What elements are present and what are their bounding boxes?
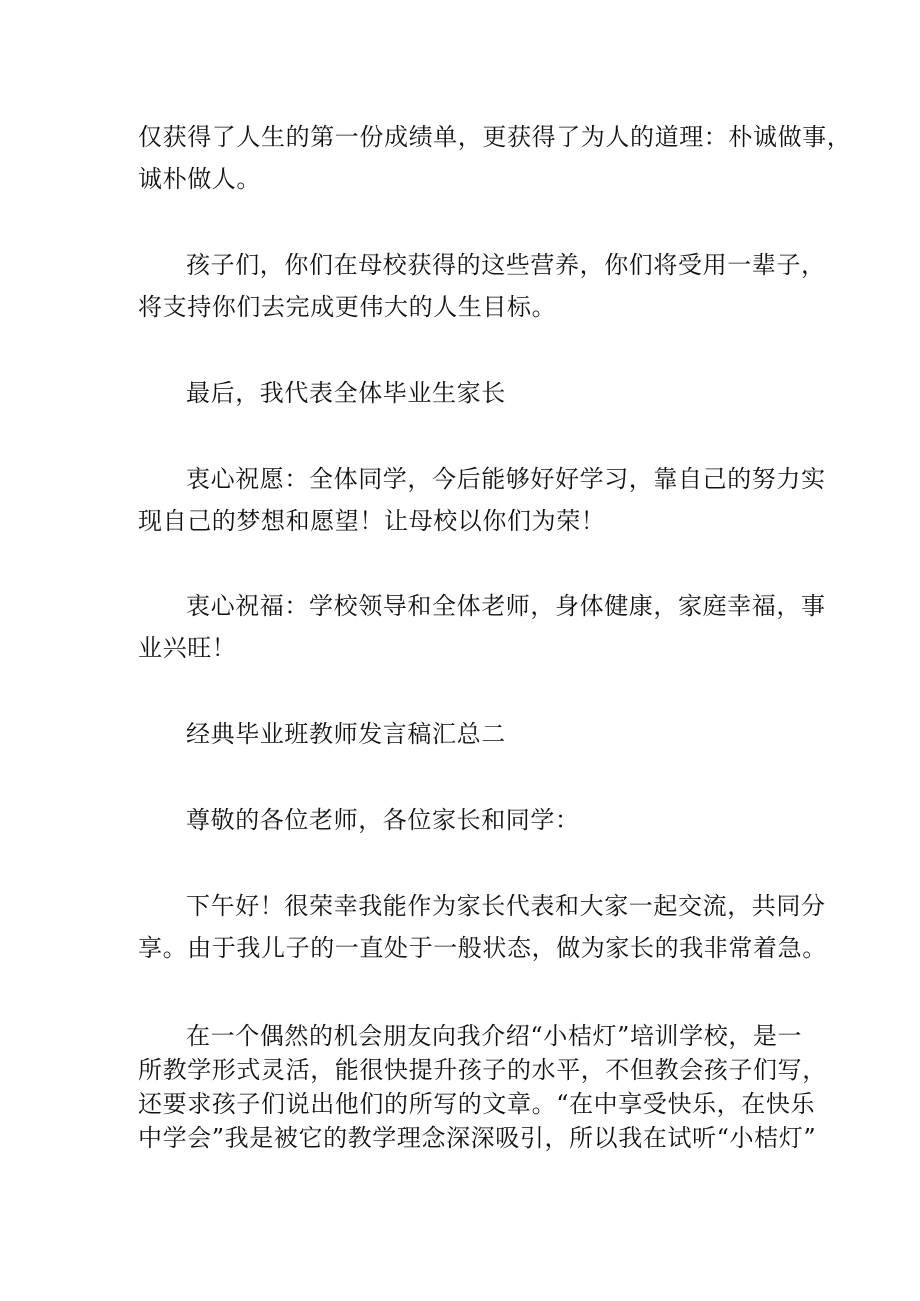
paragraph-1-line-1: 仅获得了人生的第一份成绩单，更获得了为人的道理：朴诚做事， [138,123,852,151]
salutation: 尊敬的各位老师，各位家长和同学： [186,806,580,834]
paragraph-2-line-1: 孩子们，你们在母校获得的这些营养，你们将受用一辈子， [186,251,826,279]
paragraph-5-line-2: 业兴旺！ [138,634,237,662]
paragraph-9-line-1: 在一个偶然的机会朋友向我介绍“小桔灯”培训学校，是一 [186,1022,803,1050]
paragraph-9-line-3: 还要求孩子们说出他们的所写的文章。“在中享受快乐，在快乐 [138,1090,816,1118]
paragraph-8-line-2: 享。由于我儿子的一直处于一般状态，做为家长的我非常着急。 [138,934,827,962]
paragraph-4-line-2: 现自己的梦想和愿望！让母校以你们为荣！ [138,507,606,535]
paragraph-3-line-1: 最后，我代表全体毕业生家长 [186,379,506,407]
paragraph-1-line-2: 诚朴做人。 [138,165,261,193]
paragraph-9-line-2: 所教学形式灵活，能很快提升孩子的水平，不但教会孩子们写， [138,1056,827,1084]
section-heading: 经典毕业班教师发言稿汇总二 [186,720,506,748]
paragraph-8-line-1: 下午好！很荣幸我能作为家长代表和大家一起交流，共同分 [186,892,826,920]
paragraph-4-line-1: 衷心祝愿：全体同学，今后能够好好学习，靠自己的努力实 [186,465,826,493]
paragraph-2-line-2: 将支持你们去完成更伟大的人生目标。 [138,293,557,321]
paragraph-5-line-1: 衷心祝福：学校领导和全体老师，身体健康，家庭幸福，事 [186,592,826,620]
paragraph-9-line-4: 中学会”我是被它的教学理念深深吸引，所以我在试听“小桔灯” [138,1124,817,1152]
